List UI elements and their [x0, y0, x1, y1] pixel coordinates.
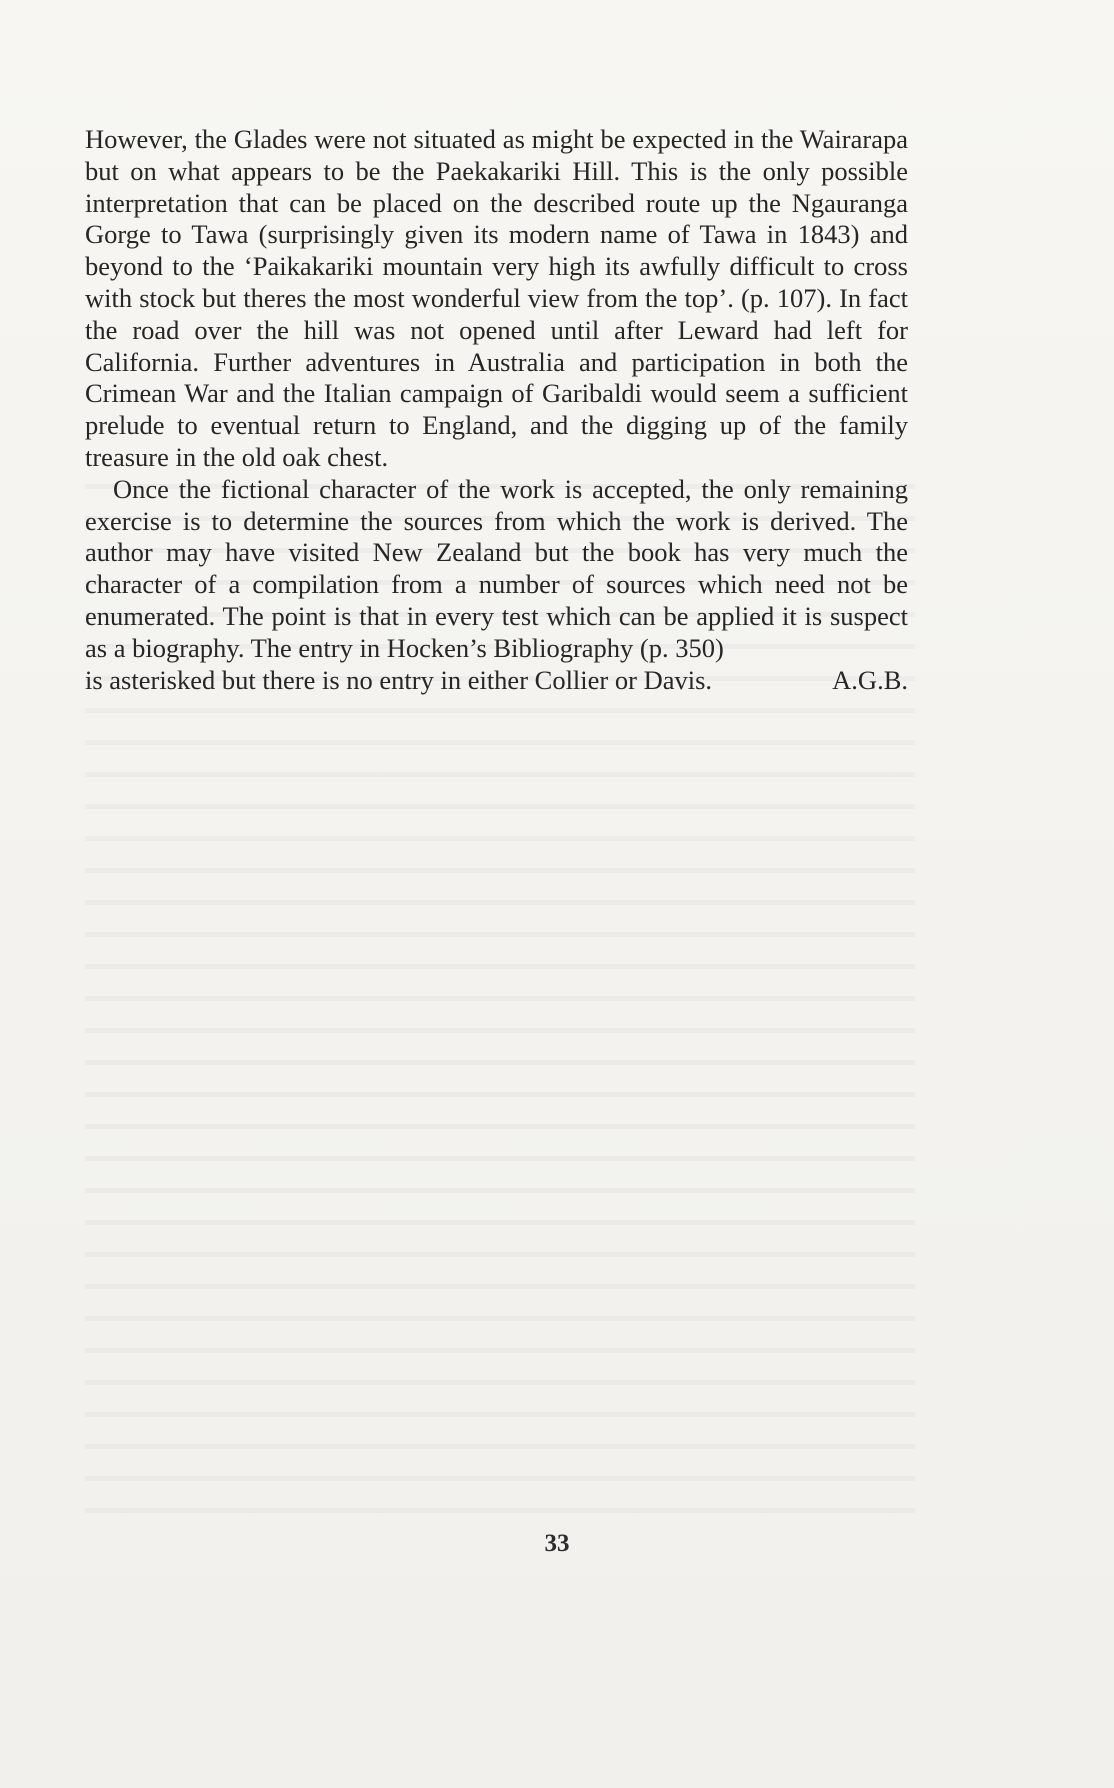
body-text — [85, 124, 908, 696]
page-number: 33 — [544, 1530, 570, 1557]
closing-line-text: is asterisked but there is no entry in either Collier or Davis. — [85, 664, 713, 695]
author-signature: A.G.B. — [832, 664, 908, 695]
paragraph-2: Once the fictional character of the work is accepted, the only remaining exercise is to determine the sources from which the work is derived. The author may have visited New Zealand but the book has very much the character of a compilation from a number of sources which need not be enumerated. The point is that in every test which can be applied it is suspect as a biography. The entry in Hocken’s Bibliography (p. 350) — [85, 473, 908, 663]
paragraph-1: However, the Glades were not situated as might be expected in the Wairarapa but on what appears to be the Paekakariki Hill. This is the only possible interpretation that can be placed on the described route up the Ngauranga Gorge to Tawa (surprisingly given its modern name of Tawa in 1843) and beyond to the ‘Paikakariki mountain very high its awfully difficult to cross with stock but theres the most wonderful view from the top’. (p. 107). In fact the road over the hill was not opened until after Leward had left for California. Further adventures in Australia and participation in both the Crimean War and the Italian campaign of Garibaldi would seem a sufficient prelude to eventual return to England, and the digging up of the family treasure in the old oak chest. — [85, 124, 908, 472]
closing-line — [85, 665, 908, 697]
